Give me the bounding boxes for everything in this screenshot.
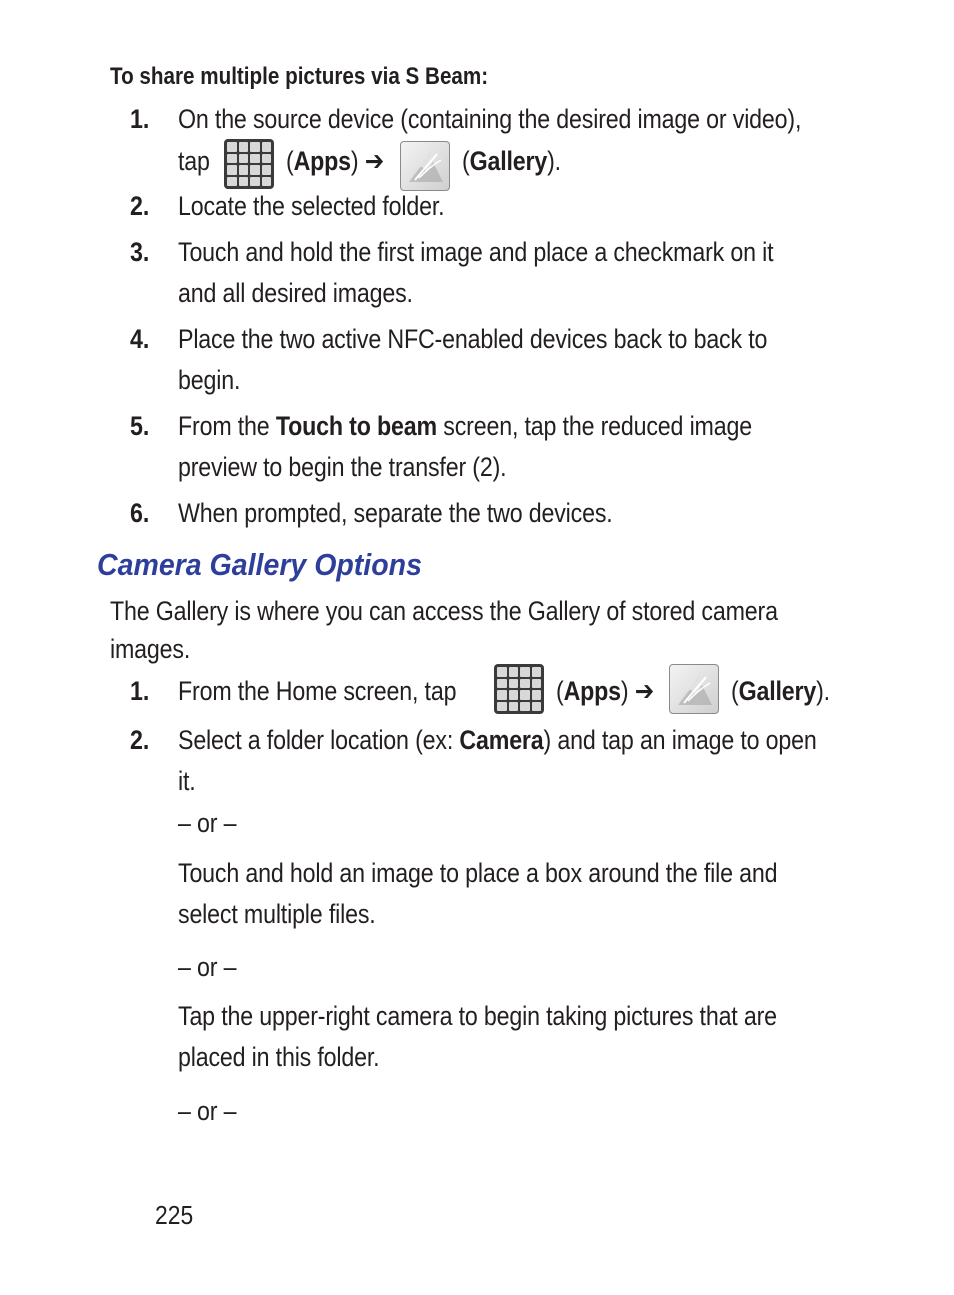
section-heading: Camera Gallery Options bbox=[97, 547, 422, 582]
step-text: Place the two active NFC-enabled devices back to back to bbox=[178, 324, 768, 354]
step-number: 6. bbox=[130, 498, 150, 528]
step-text: Locate the selected folder. bbox=[178, 191, 445, 221]
step-number: 4. bbox=[130, 324, 150, 354]
or-separator: – or – bbox=[178, 808, 237, 838]
step-text: From the Home screen, tap bbox=[178, 676, 457, 706]
section-intro: The Gallery is where you can access the Gallery of stored camera bbox=[110, 596, 778, 626]
alt-text: select multiple files. bbox=[178, 899, 376, 929]
alt-text: Touch and hold an image to place a box around the file and bbox=[178, 858, 778, 888]
alt-text: placed in this folder. bbox=[178, 1042, 380, 1072]
step-text: From the Touch to beam screen, tap the reduced image bbox=[178, 411, 752, 441]
step-text: On the source device (containing the desired image or video), bbox=[178, 104, 802, 134]
or-separator: – or – bbox=[178, 1096, 237, 1126]
step-number: 2. bbox=[130, 725, 150, 755]
touch-to-beam-label: Touch to beam bbox=[275, 411, 437, 441]
step-text-apps: (Apps) ➔ bbox=[556, 676, 655, 706]
step-text: Touch and hold the first image and place a checkmark on it bbox=[178, 237, 774, 267]
arrow-icon: ➔ bbox=[634, 676, 655, 706]
arrow-icon: ➔ bbox=[364, 146, 385, 176]
subheading-share-sbeam: To share multiple pictures via S Beam: bbox=[110, 63, 489, 90]
step-text: When prompted, separate the two devices. bbox=[178, 498, 613, 528]
step-text: it. bbox=[178, 766, 196, 796]
step-text-gallery: (Gallery). bbox=[731, 676, 830, 706]
step-number: 3. bbox=[130, 237, 150, 267]
gallery-icon bbox=[400, 141, 450, 191]
step-text: Select a folder location (ex: Camera) and tap an image to open bbox=[178, 725, 817, 755]
step-number: 1. bbox=[130, 104, 150, 134]
step-number: 1. bbox=[130, 676, 150, 706]
apps-icon bbox=[224, 139, 274, 189]
step-text-pre: tap bbox=[178, 146, 210, 176]
step-text: preview to begin the transfer (2). bbox=[178, 452, 507, 482]
step-number: 5. bbox=[130, 411, 150, 441]
page-number: 225 bbox=[155, 1200, 194, 1230]
gallery-label: Gallery bbox=[469, 146, 548, 176]
apps-icon bbox=[494, 664, 544, 714]
step-number: 2. bbox=[130, 191, 150, 221]
gallery-icon bbox=[669, 664, 719, 714]
apps-label: Apps bbox=[293, 146, 351, 176]
or-separator: – or – bbox=[178, 952, 237, 982]
camera-label: Camera bbox=[459, 725, 544, 755]
step-text: and all desired images. bbox=[178, 278, 413, 308]
apps-label: Apps bbox=[563, 676, 621, 706]
step-text: begin. bbox=[178, 365, 241, 395]
gallery-label: Gallery bbox=[738, 676, 817, 706]
section-intro: images. bbox=[110, 634, 191, 664]
alt-text: Tap the upper-right camera to begin taking pictures that are bbox=[178, 1001, 777, 1031]
step-text-gallery: (Gallery). bbox=[462, 146, 561, 176]
step-text-apps: (Apps) ➔ bbox=[286, 146, 385, 176]
